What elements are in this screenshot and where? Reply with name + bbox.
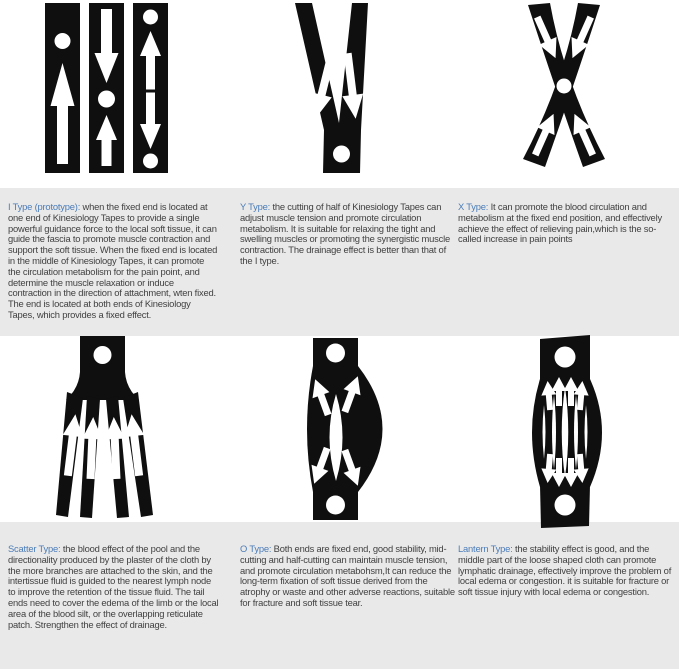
scatter-type-tape-icon (55, 336, 155, 521)
o-type-label: O Type: (240, 543, 272, 554)
tape-hole-icon (98, 91, 115, 108)
o-type-tape-illustration (306, 338, 384, 520)
i-type-tape-icon (45, 3, 168, 173)
i-type-label: I Type (prototype): (8, 201, 81, 212)
tape-hole-icon (326, 496, 345, 515)
tape-hole-icon (143, 154, 158, 169)
i-type-tape-illustration (45, 3, 168, 173)
scatter-type-description-text: the blood effect of the pool and the directionality produced by the plaster of the cloth by the more branches are attached to the skin, and the intertissue fluid is guided to the nearest lymph node to improve the retention of the tissue fluid. The tail ends need to cover the edema of the limb or the local area of the blood silt, or the overlapping reticulate patch. Strengthen the effect of drainage. (8, 543, 219, 630)
x-type-label: X Type: (458, 201, 489, 212)
y-type-tape-icon (295, 3, 368, 173)
o-type-description (240, 544, 456, 609)
x-type-description (458, 202, 672, 245)
x-type-description-text: It can promote the blood circulation and metabolism at the fixed end position, and effectively achieve the effect of relieving pain,which is the so-called increase in pain points (458, 201, 662, 245)
tape-hole-icon (557, 79, 572, 94)
i-type-description (8, 202, 219, 321)
scatter-type-description (8, 544, 220, 630)
o-type-description-text: Both ends are fixed end, good stability, mid-cutting and half-cutting can maintain muscle tension, and promote circulation metabohsm,It can reduce the long-term fixation of soft tissue derived from the atrophy or waste and other adverse reactions, suitable for fracture and soft tissue tear. (240, 543, 455, 608)
lantern-type-label: Lantern Type: (458, 543, 513, 554)
lantern-type-tape-illustration (527, 335, 605, 528)
y-type-description-text: the cutting of half of Kinesiology Tapes can adjust muscle tension and promote circulation metabolism. It is suitable for relaxing the tight and swelling muscles or promoting the synergistic muscle contraction. The drainage effect is better than that of the I type. (240, 201, 450, 266)
lantern-type-description-text: the stability effect is good, and the middle part of the loose shaped cloth can promote lymphatic drainage, effectively improve the problem of local edema or congestion. it is suitable for fracture or soft tissue injury with local edema or congestion. (458, 543, 672, 598)
o-type-tape-icon (306, 338, 384, 520)
y-type-label: Y Type: (240, 201, 271, 212)
y-type-description (240, 202, 452, 267)
tape-strip-right (133, 3, 168, 173)
tape-body (295, 3, 368, 173)
y-type-tape-illustration (295, 3, 368, 173)
tape-hole-icon (94, 346, 112, 364)
tape-hole-icon (143, 10, 158, 25)
tape-strip-middle (89, 3, 124, 173)
tape-hole-icon (55, 33, 71, 49)
scatter-type-tape-illustration (55, 336, 155, 521)
lantern-type-tape-icon (527, 335, 605, 528)
tape-hole-icon (333, 146, 350, 163)
tape-stem (66, 336, 139, 400)
scatter-type-label: Scatter Type: (8, 543, 61, 554)
tape-hole-icon (555, 495, 576, 516)
x-type-tape-icon (523, 3, 605, 167)
tape-hole-icon (555, 347, 576, 368)
i-type-description-text: when the fixed end is located at one end of Kinesiology Tapes to provide a single powerful guidance force to the local soft tissue, it can guide the fascia to promote muscle contraction and support the soft tissue. When the fixed end is located in the middle of Kinesiology Tapes, it can promote the circulation metabolism for the pain point, and determine the muscle relaxation or induce contraction in the direction of attachment, wten fixed. The end is located at both ends of Kinesiology Tapes, which provides a fixed effect. (8, 201, 218, 320)
x-type-tape-illustration (523, 3, 605, 167)
tape-strip-left (45, 3, 80, 173)
tape-hole-icon (326, 344, 345, 363)
lantern-type-description (458, 544, 673, 598)
